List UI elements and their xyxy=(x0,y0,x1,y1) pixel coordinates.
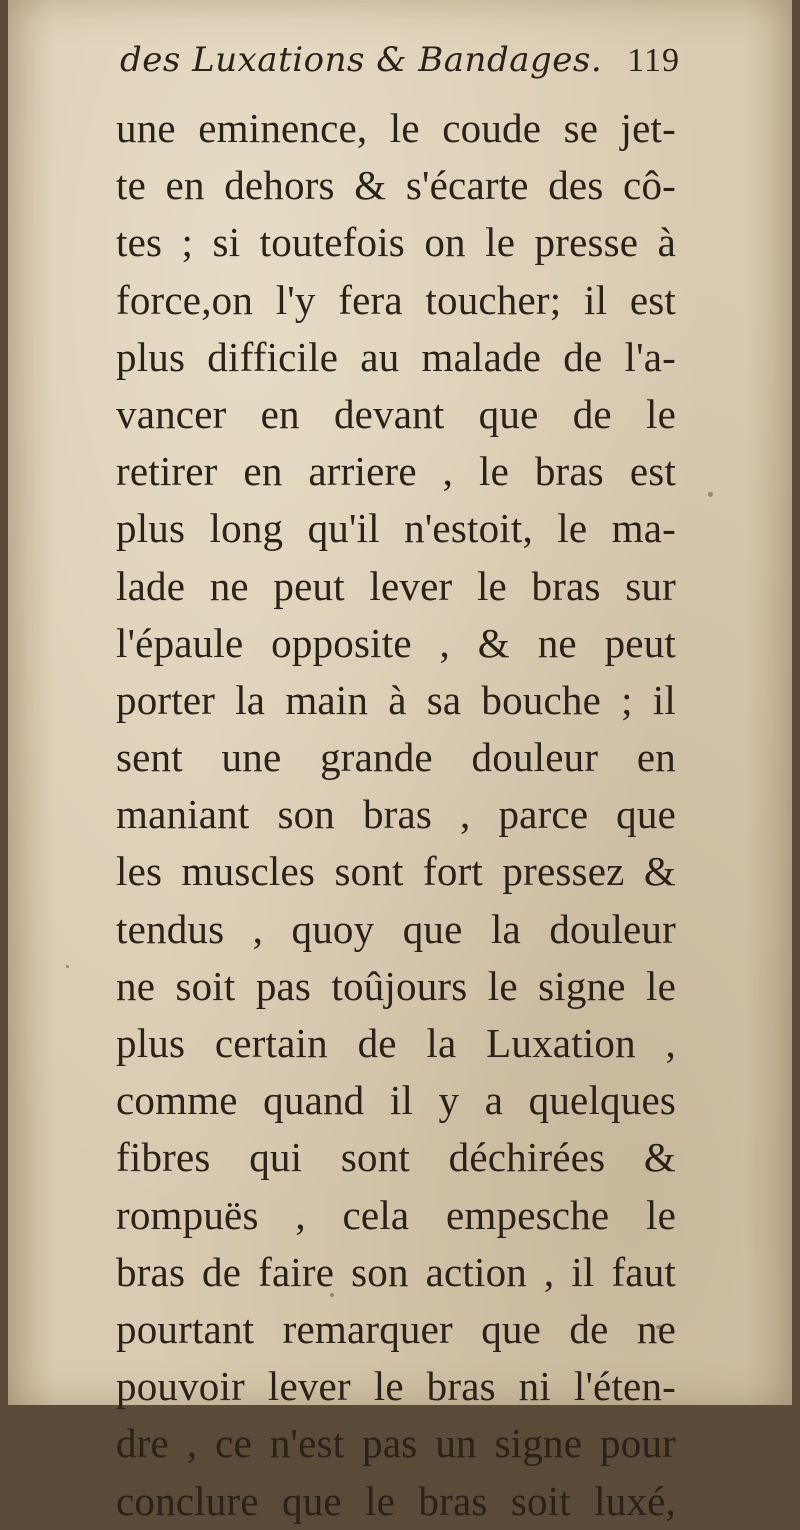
text-line: dre , ce n'est pas un signe pour xyxy=(116,1420,676,1467)
text-line: plus long qu'il n'estoit, le ma- xyxy=(116,505,676,552)
text-line: tes ; si toutefois on le presse à xyxy=(116,219,676,266)
text-line: l'épaule opposite , & ne peut xyxy=(116,619,676,666)
text-line: les muscles sont fort pressez & xyxy=(116,848,676,895)
text-line: retirer en arriere , le bras est xyxy=(116,448,676,495)
paper-speck xyxy=(656,1325,662,1329)
text-line: une eminence, le coude se jet- xyxy=(116,105,676,151)
text-line: vancer en devant que de le xyxy=(116,390,676,437)
running-title: des Luxations & Bandages. xyxy=(120,40,603,80)
paper-speck xyxy=(66,965,69,968)
text-line: force,on l'y fera toucher; il est xyxy=(116,276,676,323)
text-line: porter la main à sa bouche ; il xyxy=(116,676,676,723)
text-line: sent une grande douleur en xyxy=(116,734,676,781)
text-line: tendus , quoy que la douleur xyxy=(116,905,676,952)
running-head xyxy=(120,40,680,100)
text-line: lade ne peut lever le bras sur xyxy=(116,562,676,609)
text-line: ne soit pas toûjours le signe le xyxy=(116,962,676,1009)
text-line: comme quand il y a quelques xyxy=(116,1077,676,1124)
text-line: rompuës , cela empesche le xyxy=(116,1191,676,1238)
text-line: fibres qui sont déchirées & xyxy=(116,1134,676,1181)
book-page xyxy=(8,0,792,1524)
page-number: 119 xyxy=(627,42,680,79)
text-line: pouvoir lever le bras ni l'éten- xyxy=(116,1363,676,1410)
text-line: plus certain de la Luxation , xyxy=(116,1020,676,1066)
text-line: plus difficile au malade de l'a- xyxy=(116,333,676,380)
paper-speck xyxy=(330,1293,334,1297)
text-line: conclure que le bras soit luxé, xyxy=(116,1477,676,1524)
text-line: pourtant remarquer que de ne xyxy=(116,1305,676,1352)
text-line: te en dehors & s'écarte des cô- xyxy=(116,162,676,209)
text-line: bras de faire son action , il faut xyxy=(116,1248,676,1295)
text-line: maniant son bras , parce que xyxy=(116,791,676,838)
paper-speck xyxy=(708,492,713,497)
body-text xyxy=(116,100,676,1530)
